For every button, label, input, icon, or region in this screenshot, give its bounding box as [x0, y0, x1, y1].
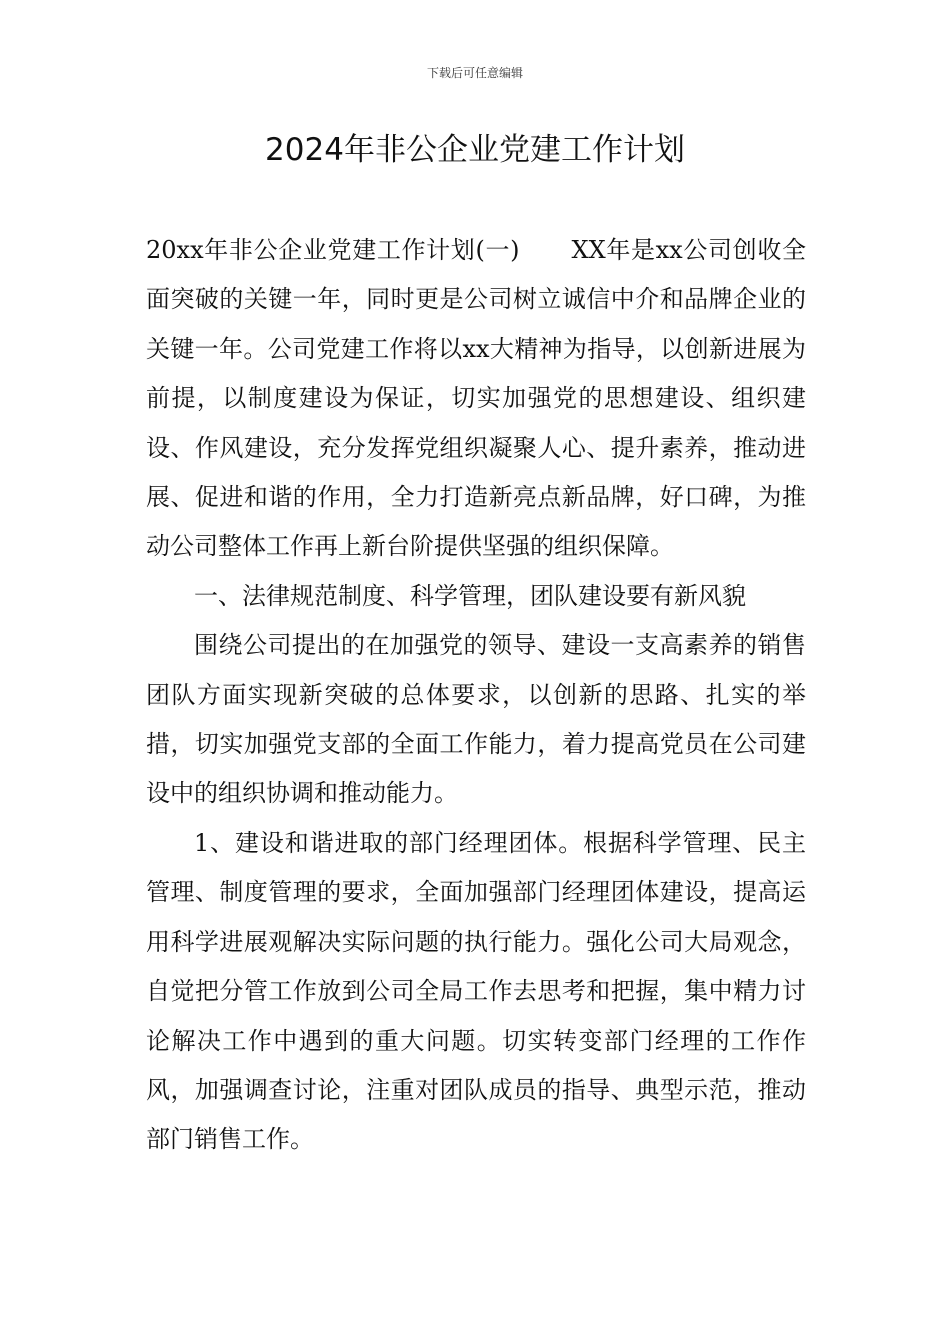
document-title: 2024年非公企业党建工作计划	[265, 132, 685, 168]
header-note: 下载后可任意编辑	[426, 66, 523, 80]
section-heading-1: 一、法律规范制度、科学管理，团队建设要有新风貌	[194, 581, 746, 610]
document-body	[146, 226, 806, 1165]
paragraph-section-1-intro: 围绕公司提出的在加强党的领导、建设一支高素养的销售团队方面实现新突破的总体要求，以创新的思路、扎实的举措，切实加强党支部的全面工作能力，着力提高党员在公司建设中的组织协调和推动能力。	[146, 631, 806, 808]
paragraph-intro-lead: 20xx年非公企业党建工作计划(一)	[146, 236, 520, 264]
paragraph-intro-text: XX年是xx公司创收全面突破的关键一年，同时更是公司树立诚信中介和品牌企业的关键一年。公司党建工作将以xx大精神为指导，以创新进展为前提，以制度建设为保证，切实加强党的思想建设、组织建设、作风建设，充分发挥党组织凝聚人心、提升素养，推动进展、促进和谐的作用，全力打造新亮点新品牌，好口碑，为推动公司整体工作再上新台阶提供坚强的组织保障。	[146, 236, 806, 561]
paragraph-item-1: 1、建设和谐进取的部门经理团体。根据科学管理、民主管理、制度管理的要求，全面加强部门经理团体建设，提高运用科学进展观解决实际问题的执行能力。强化公司大局观念，自觉把分管工作放到公司全局工作去思考和把握，集中精力讨论解决工作中遇到的重大问题。切实转变部门经理的工作作风，加强调查讨论，注重对团队成员的指导、典型示范，推动部门销售工作。	[146, 828, 806, 1154]
paragraph-intro	[146, 226, 806, 572]
